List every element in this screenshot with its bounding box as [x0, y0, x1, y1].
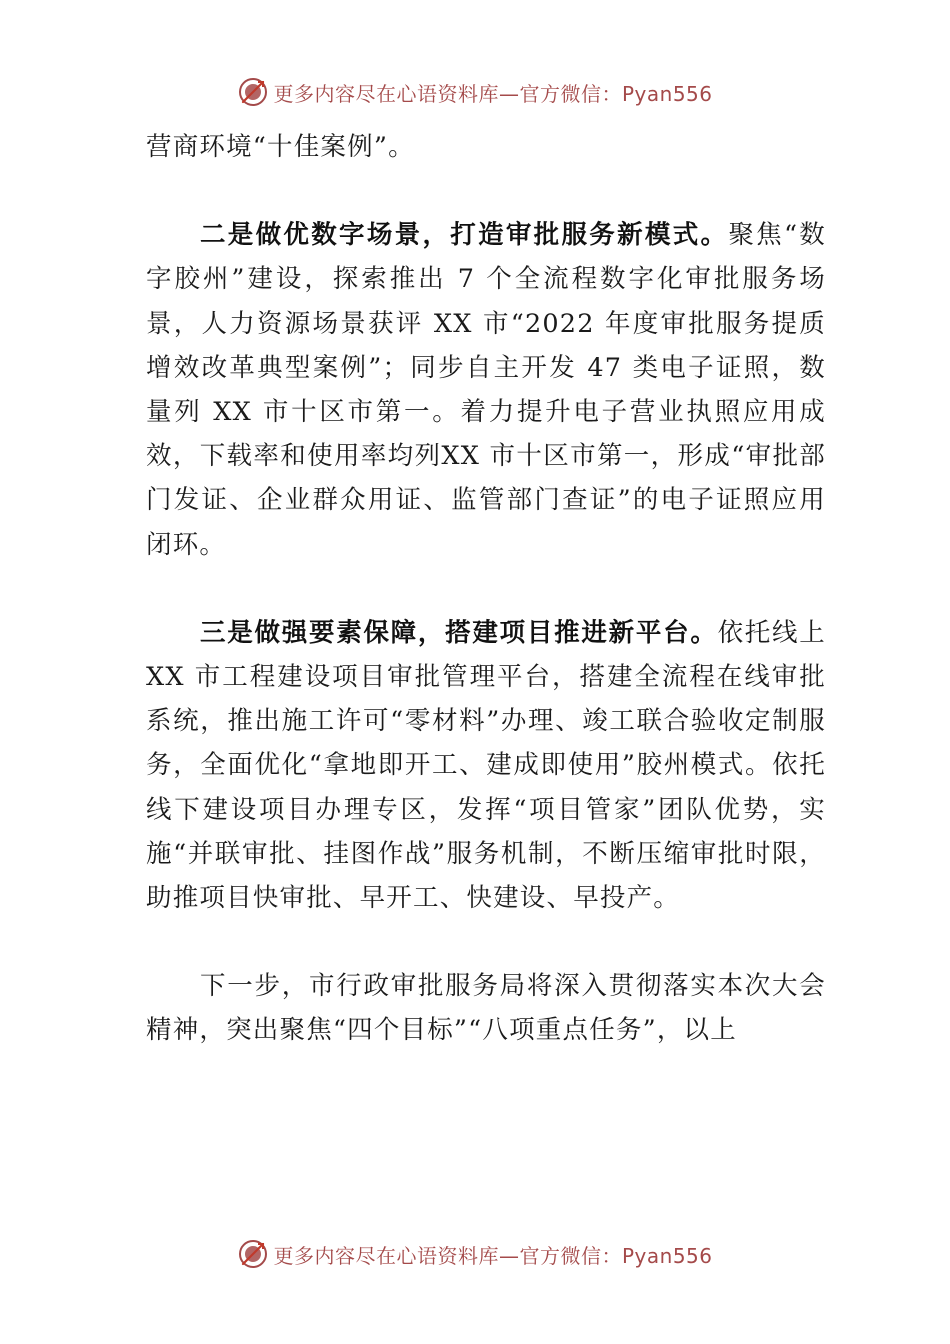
watermark-wechat-id: Pyan556	[621, 81, 713, 106]
logo-icon	[237, 1238, 269, 1270]
paragraph-digital-scenarios	[146, 213, 826, 567]
document-body	[146, 125, 826, 1053]
paragraph-continuation: 营商环境“十佳案例”。	[146, 132, 415, 162]
watermark-wechat-id: Pyan556	[621, 1243, 713, 1268]
paragraph-lead: 二是做优数字场景，打造审批服务新模式。	[200, 220, 729, 251]
paragraph-body: 聚焦“数字胶州”建设，探索推出 7 个全流程数字化审批服务场景，人力资源场景获评 XX 市“2022 年度审批服务提质增效改革典型案例”；同步自主开发 47 类电子证照，数量列 XX 市十区市第一。着力提升电子营业执照应用成效，下载率和使用率均列XX 市十区市第一，形成“审批部门发证、企业群众用证、监管部门查证”的电子证照应用闭环。	[146, 220, 826, 560]
paragraph-next-step: 下一步，市行政审批服务局将深入贯彻落实本次大会精神，突出聚焦“四个目标”“八项重点任务”，以上	[146, 971, 826, 1046]
paragraph-body: 依托线上 XX 市工程建设项目审批管理平台，搭建全流程在线审批系统，推出施工许可“零材料”办理、竣工联合验收定制服务，全面优化“拿地即开工、建成即使用”胶州模式。依托线下建设项目办理专区，发挥“项目管家”团队优势，实施“并联审批、挂图作战”服务机制，不断压缩审批时限，助推项目快审批、早开工、快建设、早投产。	[146, 617, 826, 914]
watermark-text: 更多内容尽在心语资料库—官方微信：Pyan556	[273, 1243, 713, 1268]
logo-icon	[237, 76, 269, 108]
header-watermark	[0, 72, 950, 112]
footer-watermark	[0, 1234, 950, 1274]
paragraph-lead: 三是做强要素保障，搭建项目推进新平台。	[200, 617, 718, 648]
watermark-text: 更多内容尽在心语资料库—官方微信：Pyan556	[273, 81, 713, 106]
paragraph-factor-guarantee	[146, 611, 826, 920]
